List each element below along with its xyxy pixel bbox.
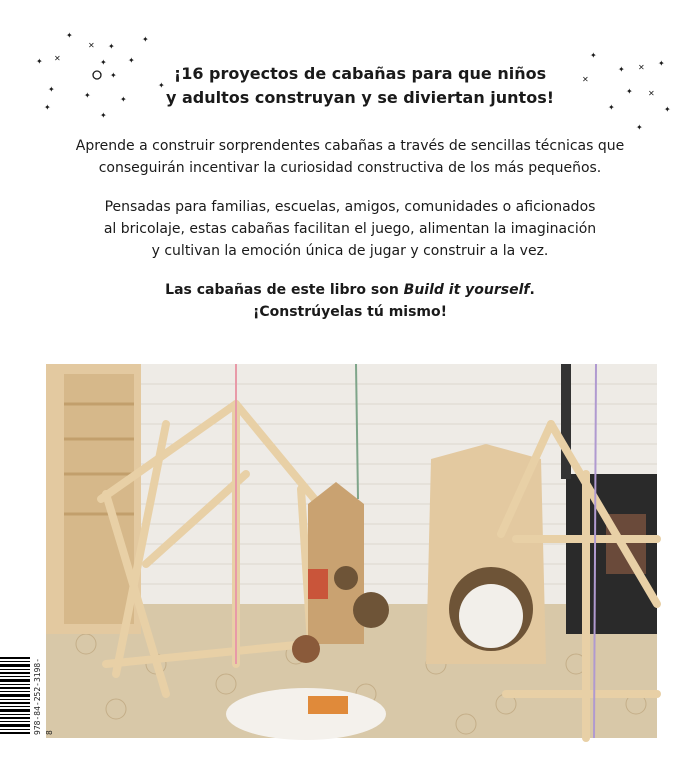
audience-line-1: Pensadas para familias, escuelas, amigos, comunidades o aficionados bbox=[104, 199, 596, 215]
headline-line-2: y adultos construyan y se diviertan juntos! bbox=[165, 88, 555, 107]
tagline-suffix: . bbox=[529, 282, 535, 298]
svg-text:✦: ✦ bbox=[100, 111, 107, 120]
svg-text:✦: ✦ bbox=[84, 91, 91, 100]
svg-text:✦: ✦ bbox=[626, 87, 633, 96]
svg-text:✦: ✦ bbox=[658, 59, 665, 68]
intro-line-2: conseguirán incentivar la curiosidad constructiva de los más pequeños. bbox=[98, 160, 602, 176]
svg-text:✕: ✕ bbox=[638, 63, 645, 72]
tagline-paragraph bbox=[70, 279, 630, 323]
headline-line-1: ¡16 proyectos de cabañas para que niños bbox=[173, 64, 547, 83]
star-sparkles-left-icon bbox=[30, 28, 170, 128]
svg-text:✦: ✦ bbox=[66, 31, 73, 40]
svg-text:✦: ✦ bbox=[636, 123, 643, 132]
cabins-illustration bbox=[46, 364, 657, 738]
svg-text:✕: ✕ bbox=[648, 89, 655, 98]
tagline-brand: Build it yourself bbox=[403, 282, 530, 298]
intro-paragraph bbox=[70, 135, 630, 179]
star-sparkles-right-icon bbox=[580, 50, 670, 135]
svg-text:✦: ✦ bbox=[128, 56, 135, 65]
svg-text:✦: ✦ bbox=[618, 65, 625, 74]
svg-text:✦: ✦ bbox=[158, 81, 165, 90]
svg-text:✦: ✦ bbox=[44, 103, 51, 112]
svg-text:✕: ✕ bbox=[88, 41, 95, 50]
svg-text:✕: ✕ bbox=[54, 54, 61, 63]
svg-text:✦: ✦ bbox=[120, 95, 127, 104]
tagline-prefix: Las cabañas de este libro son bbox=[165, 282, 404, 298]
svg-text:✦: ✦ bbox=[100, 58, 107, 67]
audience-line-2: al bricolaje, estas cabañas facilitan el juego, alimentan la imaginación bbox=[103, 221, 597, 237]
isbn-number: 978-84-252-3198-8 bbox=[33, 657, 54, 735]
svg-text:✦: ✦ bbox=[48, 85, 55, 94]
cover-photo bbox=[46, 364, 657, 738]
svg-text:✦: ✦ bbox=[142, 35, 149, 44]
svg-text:✦: ✦ bbox=[608, 103, 615, 112]
audience-paragraph bbox=[70, 196, 630, 262]
svg-text:✦: ✦ bbox=[36, 57, 43, 66]
tagline-line-2: ¡Constrúyelas tú mismo! bbox=[252, 304, 448, 320]
intro-line-1: Aprende a construir sorprendentes cabañas a través de sencillas técnicas que bbox=[75, 138, 625, 154]
svg-text:✦: ✦ bbox=[590, 51, 597, 60]
barcode-icon bbox=[0, 655, 30, 735]
svg-text:✕: ✕ bbox=[582, 75, 589, 84]
svg-text:✦: ✦ bbox=[108, 42, 115, 51]
svg-text:✦: ✦ bbox=[664, 105, 671, 114]
svg-text:✦: ✦ bbox=[110, 71, 117, 80]
headline bbox=[150, 62, 570, 110]
audience-line-3: y cultivan la emoción única de jugar y construir a la vez. bbox=[151, 243, 549, 259]
